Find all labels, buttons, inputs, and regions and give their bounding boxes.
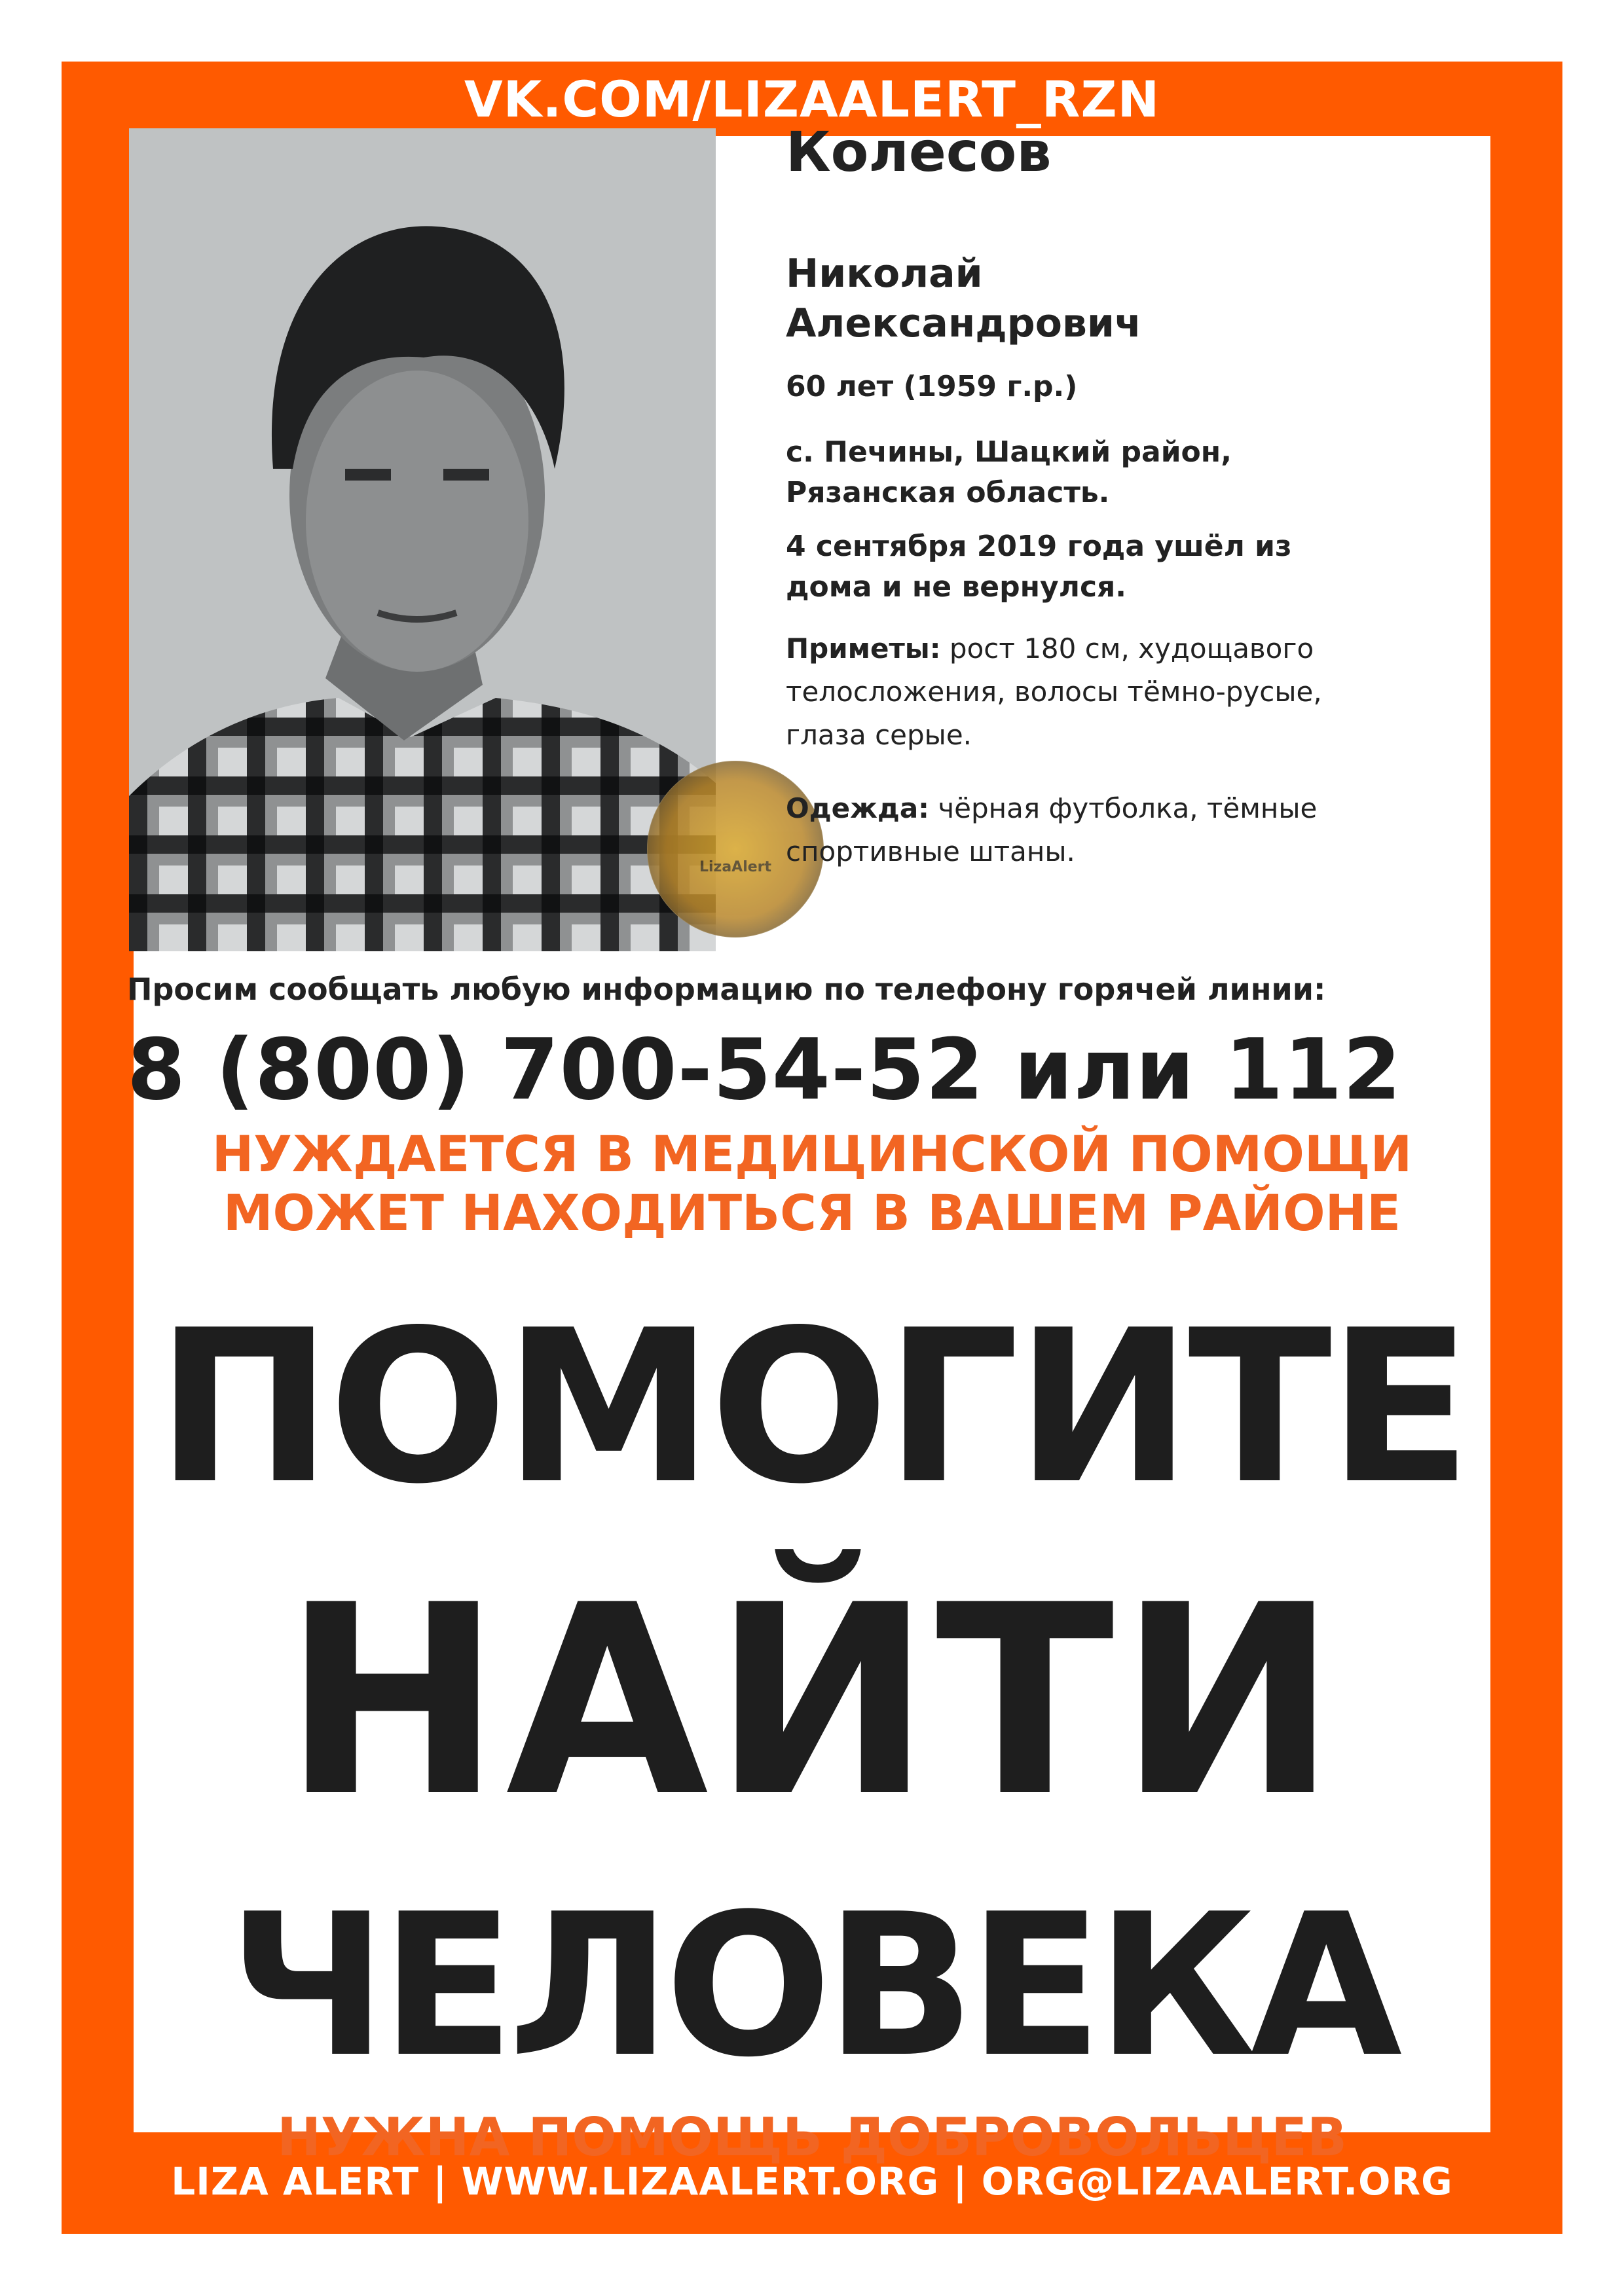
- signs-line3: глаза серые.: [786, 719, 972, 751]
- signs-text: рост 180 см, худощавого: [940, 632, 1314, 665]
- clothes-text: чёрная футболка, тёмные: [929, 792, 1318, 824]
- headline-person: ЧЕЛОВЕКА: [228, 1872, 1396, 2100]
- volunteers-needed: НУЖНА ПОМОЩЬ ДОБРОВОЛЬЦЕВ: [277, 2107, 1347, 2168]
- location-line1: с. Печины, Шацкий район,: [786, 435, 1232, 469]
- area-alert: МОЖЕТ НАХОДИТЬСЯ В ВАШЕМ РАЙОНЕ: [223, 1184, 1401, 1242]
- medical-alert: НУЖДАЕТСЯ В МЕДИЦИНСКОЙ ПОМОЩИ: [212, 1125, 1412, 1183]
- person-photo: [129, 128, 772, 951]
- watermark-text: LizaAlert: [699, 859, 772, 875]
- age: 60 лет (1959 г.р.): [786, 370, 1078, 403]
- hotline-request: Просим сообщать любую информацию по телефону горячей линии:: [127, 972, 1326, 1007]
- missing-line1: 4 сентября 2019 года ушёл из: [786, 530, 1292, 563]
- signs-line2: телосложения, волосы тёмно-русые,: [786, 676, 1322, 708]
- given-name: Николай: [786, 251, 983, 297]
- missing-line2: дома и не вернулся.: [786, 570, 1126, 604]
- patronymic: Александрович: [786, 301, 1142, 346]
- headline-find: НАЙТИ: [282, 1550, 1342, 1854]
- location-line2: Рязанская область.: [786, 476, 1110, 509]
- clothes-label: Одежда:: [786, 792, 929, 824]
- hotline-phone[interactable]: 8 (800) 700-54-52 или 112: [127, 1021, 1402, 1119]
- footer-links[interactable]: LIZA ALERT | WWW.LIZAALERT.ORG | ORG@LIZAALERT.ORG: [171, 2159, 1453, 2204]
- signs-label: Приметы:: [786, 632, 941, 665]
- clothes-line1: [786, 787, 1317, 830]
- clothes-line2: спортивные штаны.: [786, 835, 1075, 867]
- surname: Колесов: [786, 120, 1052, 184]
- person-portrait-image: [129, 128, 716, 951]
- headline-help: ПОМОГИТЕ: [156, 1285, 1468, 1530]
- header-url[interactable]: VK.COM/LIZAALERT_RZN: [464, 70, 1160, 128]
- signs-line1: [786, 627, 1314, 670]
